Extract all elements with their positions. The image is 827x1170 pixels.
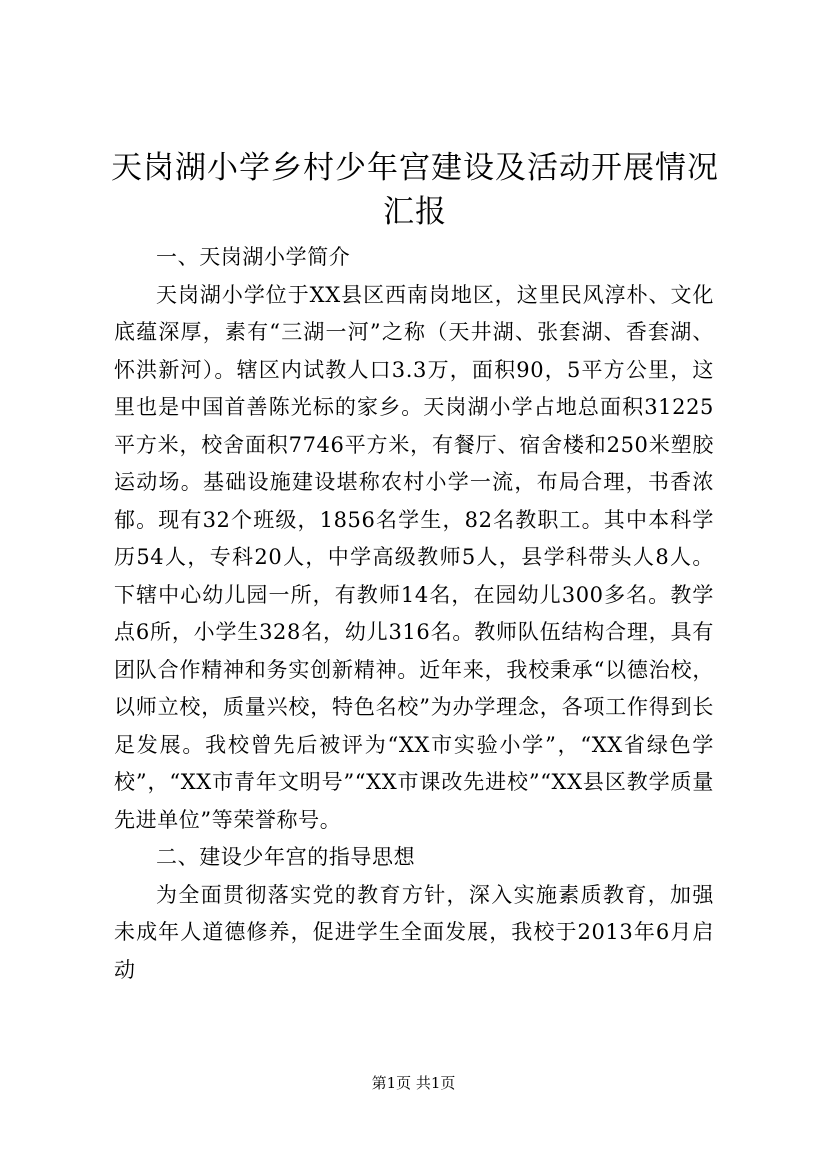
section-heading-intro: 一、天岗湖小学简介 [156, 245, 351, 269]
paragraph-guiding-thought: 为全面贯彻落实党的教育方针，深入实施素质教育，加强未成年人道德修养，促进学生全面发展，我校于2013年6月启动 [114, 882, 714, 982]
page-footer: 第1页 共1页 [371, 1074, 456, 1092]
document-body [114, 239, 714, 989]
document-title: 天岗湖小学乡村少年宫建设及活动开展情况汇报 [111, 150, 719, 230]
section-heading-guiding-thought: 二、建设少年宫的指导思想 [156, 845, 416, 869]
paragraph-school-intro: 天岗湖小学位于XX县区西南岗地区，这里民风淳朴、文化底蕴深厚，素有“三湖一河”之称（天井湖、张套湖、香套湖、怀洪新河）。辖区内试教人口3.3万，面积90，5平方公里，这里也是中国首善陈光标的家乡。天岗湖小学占地总面积31225平方米，校舍面积7746平方米，有餐厅、宿舍楼和250米塑胶运动场。基础设施建设堪称农村小学一流，布局合理，书香浓郁。现有32个班级，1856名学生，82名教职工。其中本科学历54人，专科20人，中学高级教师5人，县学科带头人8人。下辖中心幼儿园一所，有教师14名，在园幼儿300多名。教学点6所，小学生328名，幼儿316名。教师队伍结构合理，具有团队合作精神和务实创新精神。近年来，我校秉承“以德治校，以师立校，质量兴校，特色名校”为办学理念，各项工作得到长足发展。我校曾先后被评为“XX市实验小学”，“XX省绿色学校”，“XX市青年文明号”“XX市课改先进校”“XX县区教学质量先进单位”等荣誉称号。 [114, 282, 714, 832]
